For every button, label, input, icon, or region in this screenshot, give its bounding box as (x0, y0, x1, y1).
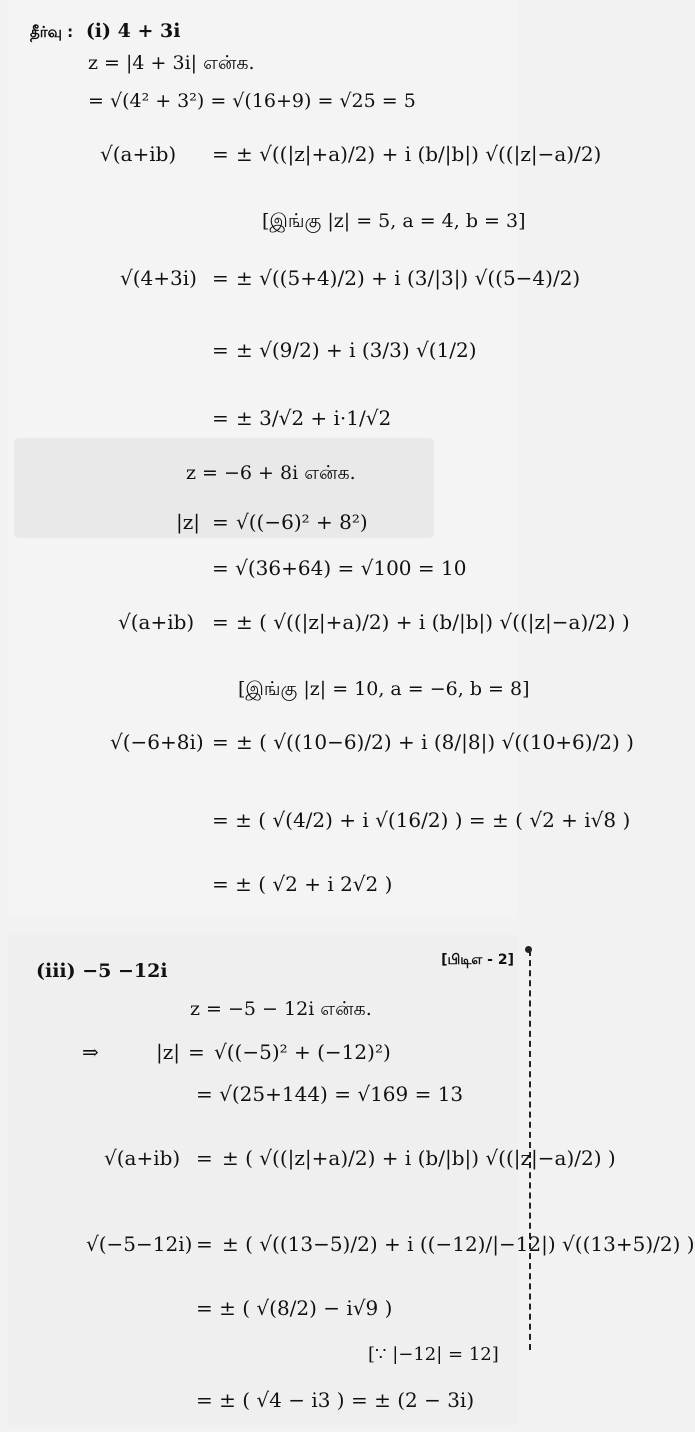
equals-sign: = (212, 510, 229, 534)
equals-sign: = (212, 610, 229, 634)
equals-sign: = (212, 338, 229, 362)
formula-rhs: ± ( √((|z|+a)/2) + i (b/|b|) √((|z|−a)/2) ) (236, 610, 630, 634)
step3: ± 3/√2 + i·1/√2 (236, 406, 392, 430)
equals-sign: = (196, 1146, 213, 1170)
equals-sign: = (196, 1232, 213, 1256)
formula-rhs: ± ( √((|z|+a)/2) + i (b/|b|) √((|z|−a)/2) ) (222, 1146, 616, 1170)
mod-lhs: |z| (176, 510, 201, 534)
equals-sign: = (212, 730, 229, 754)
let-z-line: z = −5 − 12i என்க. (190, 998, 372, 1020)
implies-arrow: ⇒ (82, 1040, 99, 1064)
mod-step: = √(36+64) = √100 = 10 (212, 556, 467, 580)
step2: = ± ( √(8/2) − i√9 ) (196, 1296, 393, 1320)
let-z-line: z = −6 + 8i என்க. (186, 462, 356, 484)
equals-sign: = (212, 142, 229, 166)
justification-note: [∵ |−12| = 12] (368, 1344, 499, 1365)
step2: = ± ( √(4/2) + i √(16/2) ) = ± ( √2 + i√8 ) (212, 808, 631, 832)
modulus-line: = √(4² + 3²) = √(16+9) = √25 = 5 (88, 90, 416, 112)
step1: ± √((5+4)/2) + i (3/|3|) √((5−4)/2) (236, 266, 581, 290)
mod-rhs: √((−6)² + 8²) (236, 510, 368, 534)
mod-step: = √(25+144) = √169 = 13 (196, 1082, 464, 1106)
step3: = ± ( √2 + i 2√2 ) (212, 872, 393, 896)
mod-lhs: |z| (156, 1040, 181, 1064)
formula-lhs: √(a+ib) (100, 142, 177, 166)
formula-lhs: √(a+ib) (104, 1146, 181, 1170)
mod-rhs: √((−5)² + (−12)²) (214, 1040, 391, 1064)
solution-heading: தீர்வு : (i) 4 + 3i (30, 20, 181, 42)
step-lhs: √(4+3i) (120, 266, 197, 290)
step2: ± √(9/2) + i (3/3) √(1/2) (236, 338, 477, 362)
where-note: [இங்கு |z| = 5, a = 4, b = 3] (262, 210, 526, 232)
part-iii-heading: (iii) −5 −12i (36, 960, 168, 982)
step3: = ± ( √4 − i3 ) = ± (2 − 3i) (196, 1388, 475, 1412)
let-z-line: z = |4 + 3i| என்க. (88, 52, 255, 74)
step1: ± ( √((10−6)/2) + i (8/|8|) √((10+6)/2) ) (236, 730, 634, 754)
equals-sign: = (188, 1040, 205, 1064)
step-lhs: √(−6+8i) (110, 730, 204, 754)
reference-tag: [பிடிஎ - 2] (441, 952, 514, 968)
equals-sign: = (212, 266, 229, 290)
equals-sign: = (212, 406, 229, 430)
formula-lhs: √(a+ib) (118, 610, 195, 634)
where-note: [இங்கு |z| = 10, a = −6, b = 8] (238, 678, 530, 700)
step1: ± ( √((13−5)/2) + i ((−12)/|−12|) √((13+5)/2) ) (222, 1232, 695, 1256)
formula-rhs: ± √((|z|+a)/2) + i (b/|b|) √((|z|−a)/2) (236, 142, 602, 166)
step-lhs: √(−5−12i) (86, 1232, 193, 1256)
